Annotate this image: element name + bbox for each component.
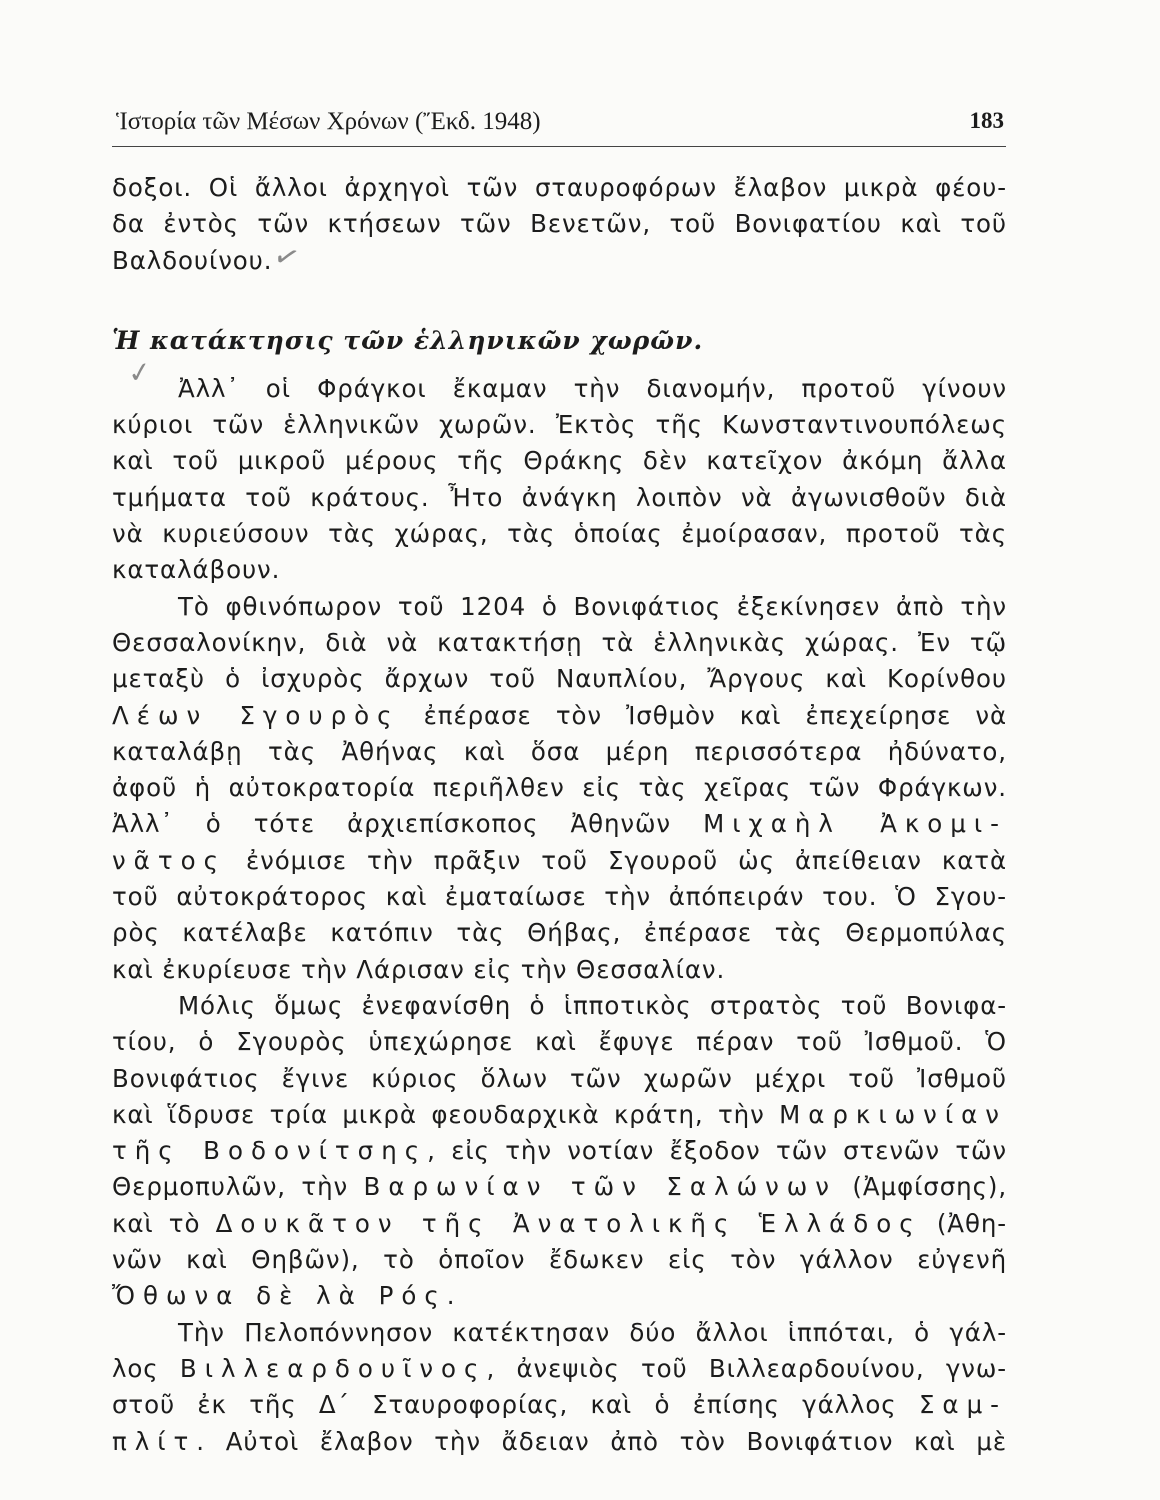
spacer: [112, 279, 1007, 319]
text-run: Ἀλλ᾽ ὁ τότε ἀρχιεπίσκοπος Ἀθηνῶν: [112, 809, 704, 839]
text-line: νὰ κυριεύσουν τὰς χώρας, τὰς ὁποίας ἐμοίρασαν, προτοῦ τὰς: [112, 519, 1007, 549]
spaced-name: Μιχαὴλ Ἀκομι-: [703, 809, 1007, 839]
text-line: [112, 1133, 1007, 1169]
text-run: καὶ ἵδρυσε τρία μικρὰ φεουδαρχικὰ κράτη, τὴν: [112, 1099, 780, 1129]
text-line: τίου, ὁ Σγουρὸς ὑπεχώρησε καὶ ἔφυγε πέραν τοῦ Ἰσθμοῦ. Ὁ: [112, 1027, 1007, 1057]
spaced-name: νᾶτος: [112, 845, 226, 875]
spaced-name: τῆς Βοδονίτσης: [112, 1136, 428, 1166]
text-run: στοῦ ἐκ τῆς Δ΄ Σταυροφορίας, καὶ ὁ ἐπίσης γάλλος: [112, 1390, 919, 1420]
text-line: δα ἐντὸς τῶν κτήσεων τῶν Βενετῶν, τοῦ Βονιφατίου καὶ τοῦ: [112, 209, 1007, 239]
text-line: Μόλις ὅμως ἐνεφανίσθη ὁ ἱπποτικὸς στρατὸς τοῦ Βονιφα-: [178, 990, 1007, 1020]
text-run: καὶ τὸ: [112, 1208, 216, 1238]
text-line: Βαλδουίνου.: [112, 245, 273, 275]
text-line: [112, 1278, 1007, 1314]
spaced-name: Βαρωνίαν τῶν Σαλώνων: [363, 1172, 837, 1202]
text-line: Θεσσαλονίκην, διὰ νὰ κατακτήσῃ τὰ ἑλληνικὰς χώρας. Ἐν τῷ: [112, 627, 1007, 657]
pencil-check-mark-icon: ✓: [125, 354, 154, 391]
text-line: [112, 1351, 1007, 1387]
text-line: καταλάβῃ τὰς Ἀθήνας καὶ ὅσα μέρη περισσότερα ἠδύνατο,: [112, 736, 1007, 766]
text-run: λος: [112, 1353, 180, 1383]
text-line: [112, 1206, 1007, 1242]
body-text: [112, 170, 1007, 1460]
text-line: καὶ τοῦ μικροῦ μέρους τῆς Θράκης δὲν κατεῖχον ἀκόμη ἄλλα: [112, 446, 1007, 476]
page-number: 183: [969, 108, 1004, 133]
text-line: Τὸ φθινόπωρον τοῦ 1204 ὁ Βονιφάτιος ἐξεκίνησεν ἀπὸ τὴν: [178, 591, 1007, 621]
text-line: δοξοι. Οἱ ἄλλοι ἀρχηγοὶ τῶν σταυροφόρων ἔλαβον μικρὰ φέου-: [112, 173, 1007, 202]
spaced-name: Ὄθωνα δὲ λὰ Ρός: [112, 1281, 447, 1311]
text-run: (Ἀθη-: [921, 1208, 1008, 1238]
spaced-name: Δουκᾶτον τῆς Ἀνατολικῆς Ἑλλάδος: [215, 1208, 922, 1238]
spaced-name: Λέων Σγουρὸς: [112, 700, 400, 730]
text-run: ἐπέρασε τὸν Ἰσθμὸν καὶ ἐπεχείρησε νὰ: [399, 700, 1007, 730]
text-line: [112, 843, 1007, 879]
text-line: [112, 1097, 1007, 1133]
pencil-check-mark-icon: ✓: [269, 236, 304, 279]
text-run: , ἀνεψιὸς τοῦ Βιλλεαρδουίνου, γνω-: [486, 1353, 1007, 1383]
text-line: Τὴν Πελοπόννησον κατέκτησαν δύο ἄλλοι ἱππόται, ὁ γάλ-: [178, 1317, 1007, 1347]
text-line: [112, 1169, 1007, 1205]
spaced-name: Βιλλεαρδουῖνος: [179, 1353, 487, 1383]
spaced-name: Σαμ-: [918, 1390, 1007, 1420]
text-line: κύριοι τῶν ἑλληνικῶν χωρῶν. Ἐκτὸς τῆς Κωνσταντινουπόλεως: [112, 410, 1007, 440]
text-line: Βονιφάτιος ἔγινε κύριος ὅλων τῶν χωρῶν μέχρι τοῦ Ἰσθμοῦ: [112, 1063, 1007, 1093]
text-line: καὶ ἐκυρίευσε τὴν Λάρισαν εἰς τὴν Θεσσαλίαν.: [112, 954, 726, 984]
text-run: , εἰς τὴν νοτίαν ἔξοδον τῶν στενῶν τῶν: [427, 1136, 1007, 1166]
text-run: .: [446, 1281, 456, 1311]
text-line: [112, 1387, 1007, 1423]
spaced-name: Μαρκιωνίαν: [779, 1099, 1007, 1129]
spaced-name: πλίτ: [112, 1426, 197, 1456]
section-heading: Ἡ κατάκτησις τῶν ἑλληνικῶν χωρῶν.: [112, 325, 704, 355]
text-line: [112, 1424, 1007, 1460]
text-run: Θερμοπυλῶν, τὴν: [112, 1172, 364, 1202]
text-line: [112, 698, 1007, 734]
text-line: καταλάβουν.: [112, 555, 281, 585]
text-line: ρὸς κατέλαβε κατόπιν τὰς Θήβας, ἐπέρασε τὰς Θερμοπύλας: [112, 918, 1007, 948]
text-run: ἐνόμισε τὴν πρᾶξιν τοῦ Σγουροῦ ὡς ἀπείθειαν κατὰ: [225, 845, 1007, 875]
text-line: τοῦ αὐτοκράτορος καὶ ἐματαίωσε τὴν ἀπόπειράν του. Ὁ Σγου-: [112, 882, 1007, 912]
text-line: ἀφοῦ ἡ αὐτοκρατορία περιῆλθεν εἰς τὰς χεῖρας τῶν Φράγκων.: [112, 773, 1007, 803]
text-run: (Ἀμφίσσης),: [836, 1172, 1008, 1202]
header-rule: [112, 146, 1006, 147]
text-line: νῶν καὶ Θηβῶν), τὸ ὁποῖον ἔδωκεν εἰς τὸν γάλλον εὐγενῆ: [112, 1245, 1007, 1275]
text-line: τμήματα τοῦ κράτους. Ἦτο ἀνάγκη λοιπὸν νὰ ἀγωνισθοῦν διὰ: [112, 482, 1007, 512]
text-line: [112, 806, 1007, 842]
text-line: μεταξὺ ὁ ἰσχυρὸς ἄρχων τοῦ Ναυπλίου, Ἄργους καὶ Κορίνθου: [112, 664, 1007, 694]
running-head-title: Ἱστορία τῶν Μέσων Χρόνων (Ἔκδ. 1948): [116, 108, 541, 135]
text-run: . Αὐτοὶ ἔλαβον τὴν ἄδειαν ἀπὸ τὸν Βονιφάτιον καὶ μὲ: [196, 1426, 1007, 1456]
text-line: Ἀλλ᾽ οἱ Φράγκοι ἔκαμαν τὴν διανομήν, προτοῦ γίνουν: [178, 373, 1007, 403]
